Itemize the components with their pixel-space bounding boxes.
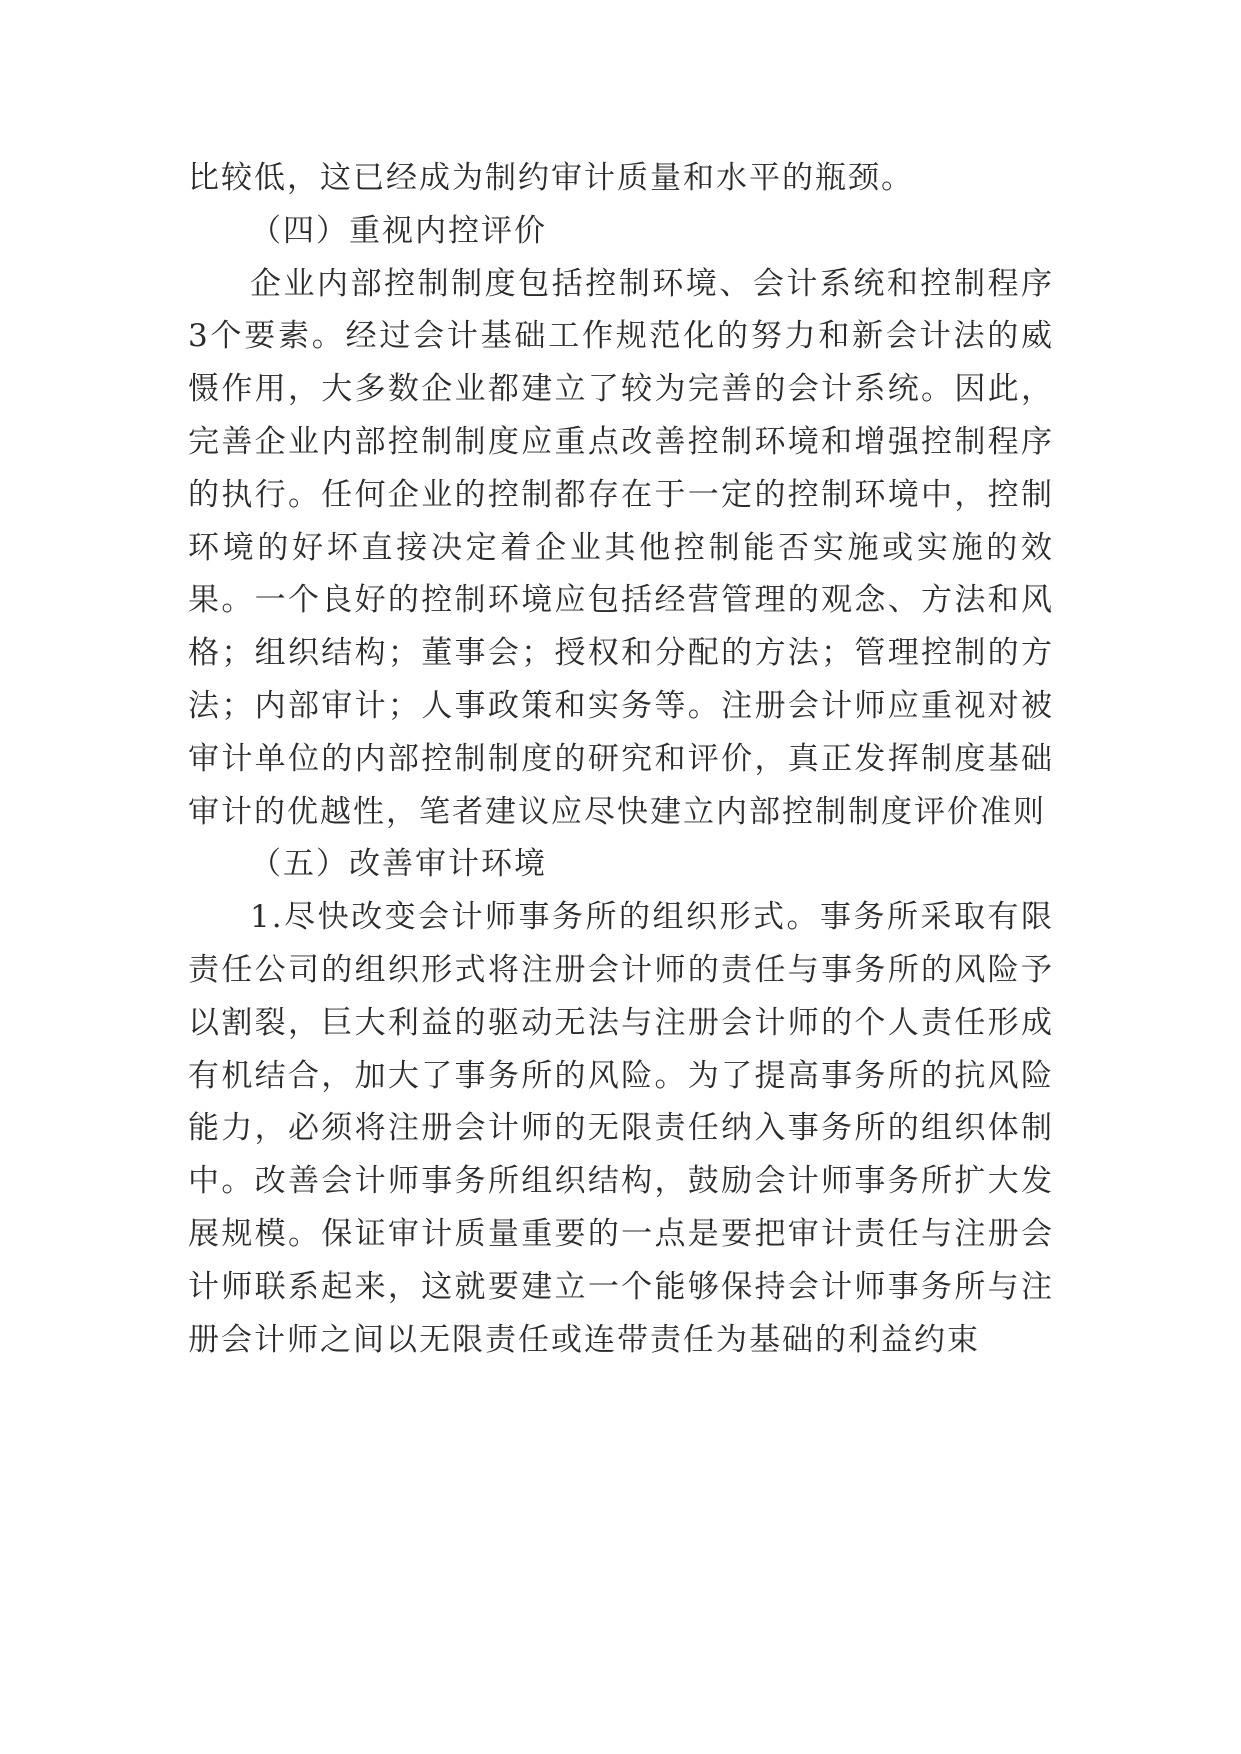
section-heading-4: （四）重视内控评价 [250,212,547,249]
document-body [188,152,1054,1366]
paragraph-internal-control: 企业内部控制制度包括控制环境、会计系统和控制程序3个要素。经过会计基础工作规范化的努力和新会计法的威慑作用，大多数企业都建立了较为完善的会计系统。因此，完善企业内部控制制度应重点改善控制环境和增强控制程序的执行。任何企业的控制都存在于一定的控制环境中，控制环境的好坏直接决定着企业其他控制能否实施或实施的效果。一个良好的控制环境应包括经营管理的观念、方法和风格；组织结构；董事会；授权和分配的方法；管理控制的方法；内部审计；人事政策和实务等。注册会计师应重视对被审计单位的内部控制制度的研究和评价，真正发挥制度基础审计的优越性，笔者建议应尽快建立内部控制制度评价准则 [188,265,1054,830]
paragraph-intro-tail: 比较低，这已经成为制约审计质量和水平的瓶颈。 [188,160,914,196]
section-heading-5: （五）改善审计环境 [250,846,547,883]
paragraph-audit-environment: 1.尽快改变会计师事务所的组织形式。事务所采取有限责任公司的组织形式将注册会计师的责任与事务所的风险予以割裂，巨大利益的驱动无法与注册会计师的个人责任形成有机结合，加大了事务所的风险。为了提高事务所的抗风险能力，必须将注册会计师的无限责任纳入事务所的组织体制中。改善会计师事务所组织结构，鼓励会计师事务所扩大发展规模。保证审计质量重要的一点是要把审计责任与注册会计师联系起来，这就要建立一个能够保持会计师事务所与注册会计师之间以无限责任或连带责任为基础的利益约束 [188,899,1054,1358]
